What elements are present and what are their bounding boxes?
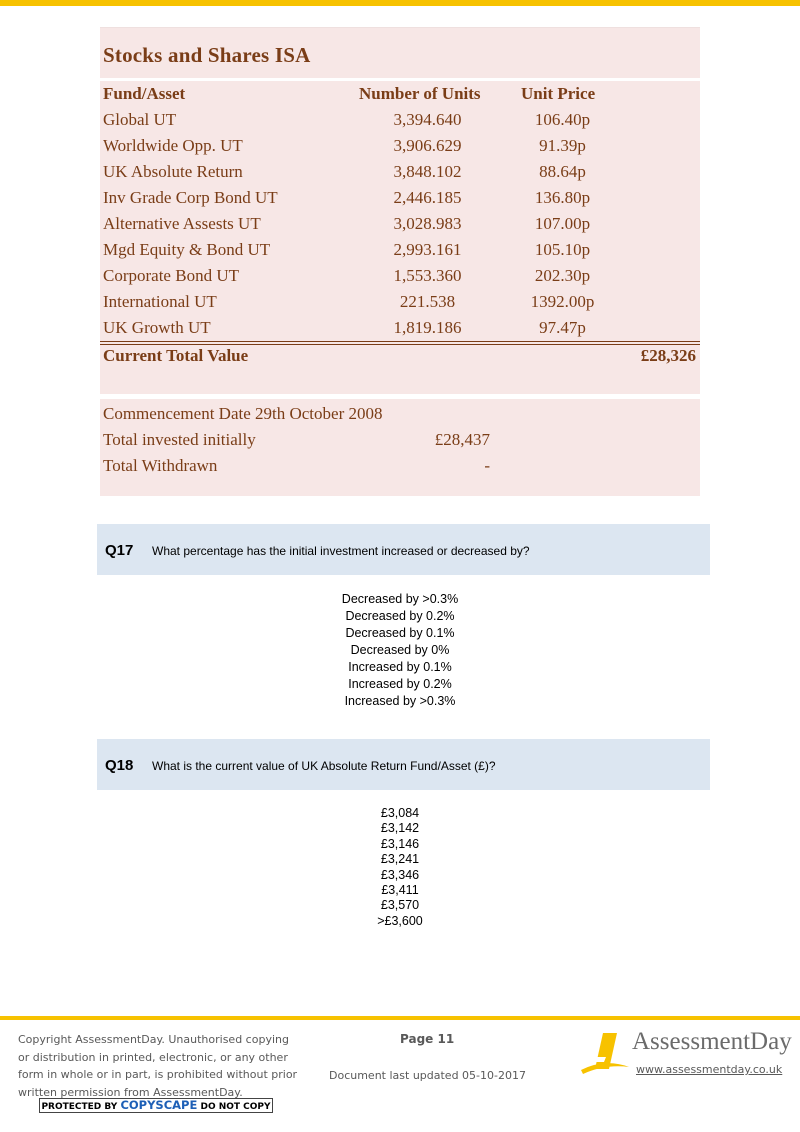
question-18 — [97, 739, 710, 790]
fund-name: Mgd Equity & Bond UT — [103, 240, 271, 259]
withdrawn-value: - — [484, 456, 490, 475]
answer-option[interactable]: £3,084 — [380, 806, 420, 820]
last-updated: Document last updated 05-10-2017 — [329, 1069, 526, 1082]
answer-option[interactable]: >£3,600 — [377, 913, 423, 928]
fund-name: Inv Grade Corp Bond UT — [103, 188, 278, 207]
isa-table — [100, 27, 700, 394]
answer-option[interactable]: £3,146 — [380, 836, 420, 851]
answer-option[interactable]: Increased by 0.2% — [348, 677, 452, 691]
fund-name: Alternative Assests UT — [103, 214, 261, 233]
header-price: Unit Price — [521, 84, 596, 103]
fund-price: 106.40p — [534, 110, 591, 129]
table-row — [100, 162, 700, 188]
answer-option[interactable]: £3,346 — [380, 867, 420, 882]
answer-option[interactable]: £3,411 — [381, 882, 419, 897]
fund-name: Corporate Bond UT — [103, 266, 239, 285]
fund-name: Global UT — [103, 110, 177, 129]
table-row — [100, 136, 700, 162]
copyright-notice: Copyright AssessmentDay. Unauthorised copying or distribution in printed, electronic, or any other form in whole or in part, is prohibited without prior written permission from AssessmentDay. — [18, 1033, 298, 1099]
answer-option[interactable]: £3,142 — [380, 821, 420, 836]
footer-divider — [0, 1016, 800, 1020]
answer-option[interactable]: £3,241 — [380, 852, 420, 867]
total-value-amount: £28,326 — [640, 346, 696, 365]
fund-units: 2,446.185 — [393, 188, 462, 207]
isa-title: Stocks and Shares ISA — [103, 43, 311, 67]
copyscape-brand: COPYSCAPE — [120, 1098, 198, 1112]
question-number: Q18 — [105, 757, 134, 774]
table-row — [100, 188, 700, 214]
fund-units: 3,906.629 — [393, 136, 462, 155]
copyscape-badge[interactable] — [39, 1098, 273, 1113]
total-divider — [100, 341, 700, 342]
fund-units: 1,819.186 — [393, 318, 462, 337]
withdrawn-label: Total Withdrawn — [103, 456, 218, 475]
fund-price: 136.80p — [534, 188, 591, 207]
investment-summary — [100, 399, 700, 496]
header-units: Number of Units — [359, 84, 481, 103]
header-fund: Fund/Asset — [103, 84, 186, 103]
question-number: Q17 — [105, 542, 134, 559]
answer-option[interactable]: Decreased by 0% — [350, 643, 450, 657]
answer-option[interactable]: Decreased by >0.3% — [341, 592, 459, 606]
answer-option[interactable]: Increased by 0.1% — [348, 660, 452, 674]
brand-name: AssessmentDay — [632, 1028, 792, 1055]
question-text: What percentage has the initial investment increased or decreased by? — [152, 544, 530, 558]
fund-units: 2,993.161 — [393, 240, 462, 259]
title-separator — [100, 78, 700, 81]
answer-option[interactable]: Increased by >0.3% — [344, 694, 456, 708]
fund-price: 107.00p — [534, 214, 591, 233]
question-text: What is the current value of UK Absolute Return Fund/Asset (£)? — [152, 759, 496, 773]
question-17 — [97, 524, 710, 575]
table-row — [100, 240, 700, 266]
page-number: Page 11 — [400, 1032, 455, 1046]
fund-price: 88.64p — [539, 162, 586, 181]
table-row — [100, 292, 700, 318]
fund-name: Worldwide Opp. UT — [103, 136, 243, 155]
invested-label: Total invested initially — [103, 430, 256, 449]
commencement-date: Commencement Date 29th October 2008 — [103, 404, 383, 423]
total-divider — [100, 344, 700, 345]
brand-url-link[interactable]: www.assessmentday.co.uk — [636, 1063, 783, 1076]
assessmentday-logo-icon — [579, 1029, 631, 1075]
fund-price: 97.47p — [539, 318, 586, 337]
fund-price: 91.39p — [539, 136, 586, 155]
fund-units: 3,848.102 — [393, 162, 462, 181]
fund-units: 3,394.640 — [393, 110, 462, 129]
fund-price: 1392.00p — [530, 292, 595, 311]
answer-option[interactable]: £3,570 — [380, 898, 420, 913]
answer-options-q18 — [0, 806, 800, 929]
fund-units: 1,553.360 — [393, 266, 462, 285]
table-row — [100, 266, 700, 292]
copyscape-suffix: DO NOT COPY — [200, 1102, 271, 1112]
fund-name: UK Absolute Return — [103, 162, 243, 181]
copyscape-prefix: PROTECTED BY — [41, 1102, 118, 1112]
top-accent-bar — [0, 0, 800, 6]
answer-option[interactable]: Decreased by 0.1% — [345, 626, 455, 640]
table-row — [100, 110, 700, 136]
fund-units: 3,028.983 — [393, 214, 462, 233]
fund-units: 221.538 — [399, 292, 456, 311]
table-row — [100, 214, 700, 240]
fund-name: UK Growth UT — [103, 318, 211, 337]
answer-option[interactable]: Decreased by 0.2% — [345, 609, 455, 623]
fund-name: International UT — [103, 292, 217, 311]
answer-options-q17 — [0, 591, 800, 710]
total-value-label: Current Total Value — [103, 346, 249, 365]
fund-price: 105.10p — [534, 240, 591, 259]
invested-value: £28,437 — [434, 430, 490, 449]
fund-price: 202.30p — [534, 266, 591, 285]
